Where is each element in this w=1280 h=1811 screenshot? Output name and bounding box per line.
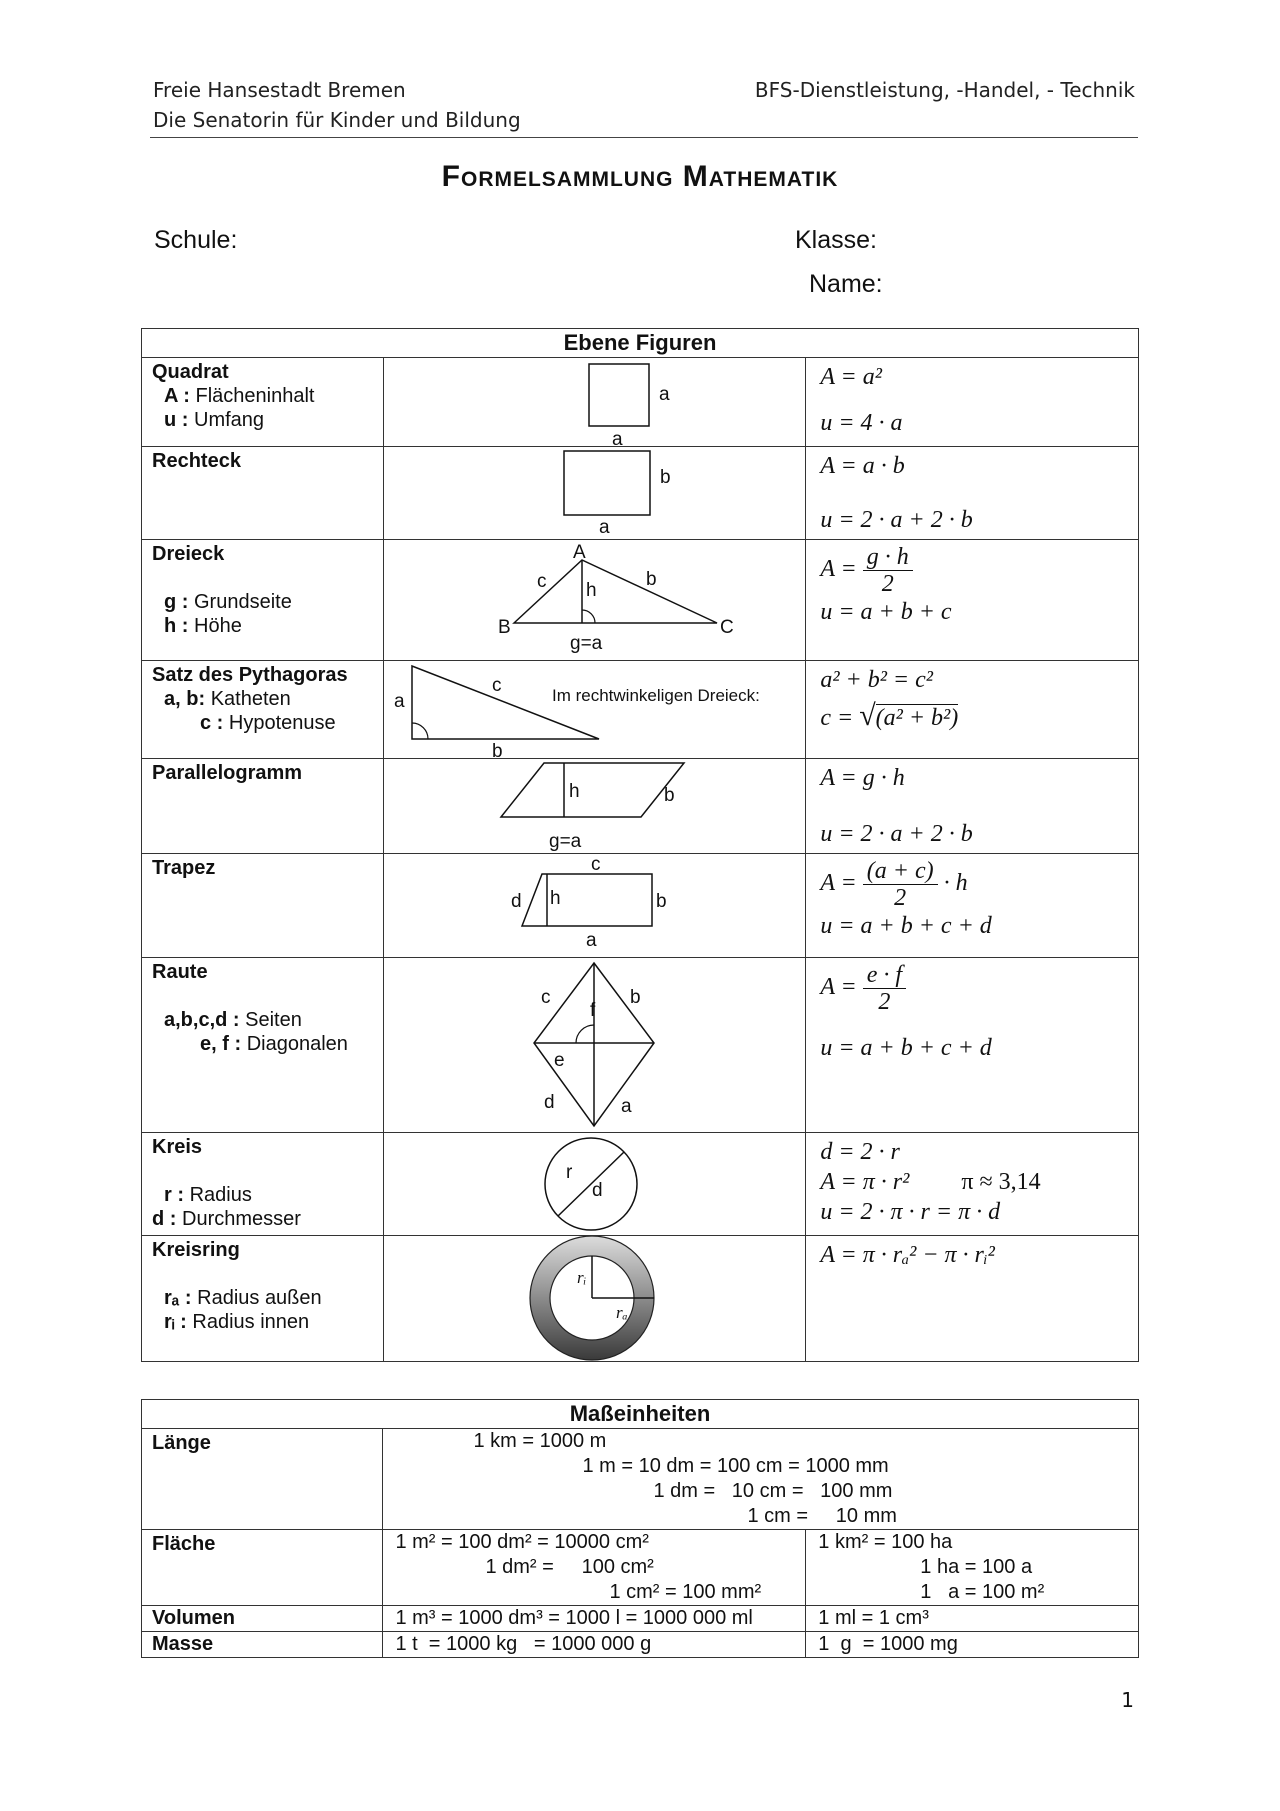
- kreisring-d2-val: Radius innen: [192, 1311, 310, 1333]
- figure-parallelogramm: [383, 759, 805, 854]
- dreieck-d2-val: Höhe: [194, 615, 242, 637]
- figure-raute: [383, 958, 805, 1133]
- dreieck-f1-fraction: [863, 544, 913, 597]
- square-shape: [589, 364, 649, 426]
- volumen-name-cell: [142, 1606, 383, 1632]
- row-trapez: [142, 854, 1139, 958]
- pythagoras-d2-val: Hypotenuse: [228, 712, 336, 734]
- quadrat-d1-key: A :: [164, 385, 190, 407]
- row-quadrat: [142, 358, 1139, 447]
- row-pythagoras: [142, 661, 1139, 759]
- dreieck-d1-key: g :: [164, 591, 189, 613]
- row-kreisring: [142, 1236, 1139, 1362]
- quadrat-d2-key: u :: [164, 409, 189, 431]
- rectangle-label-b: b: [659, 467, 671, 488]
- trapezoid-label-a: a: [585, 930, 597, 951]
- pythagoras-angle-mark: [412, 723, 428, 739]
- kreisring-f1: A = π · rₐ² − π · rᵢ²: [820, 1242, 995, 1268]
- flaeche-r3: 1 a = 100 m²: [920, 1581, 1045, 1603]
- rhombus-label-c: c: [540, 987, 551, 1008]
- parallelogram-label-g: g=a: [548, 831, 582, 852]
- dreieck-name: Dreieck: [152, 543, 225, 565]
- trapezoid-label-b: b: [655, 891, 667, 912]
- parallelogram-diagram: [384, 759, 807, 853]
- laenge-name-cell: [142, 1429, 383, 1530]
- page-number: 1: [1121, 1688, 1134, 1712]
- trapezoid-shape: [522, 874, 652, 926]
- trapezoid-label-h: h: [549, 888, 561, 909]
- dreieck-d2-key: h :: [164, 615, 189, 637]
- trapez-f2: u = a + b + c + d: [820, 913, 992, 939]
- parallelogramm-f2: u = 2 · a + 2 · b: [820, 821, 973, 847]
- masse-l1: 1 t = 1000 kg = 1000 000 g: [395, 1633, 652, 1655]
- figure-kreis: [383, 1133, 805, 1236]
- trapez-f1-den: 2: [894, 885, 907, 911]
- trapez-f1-fraction: [863, 858, 938, 911]
- formulas-rechteck: [806, 447, 1139, 540]
- header-left-line2: Die Senatorin für Kinder und Bildung: [153, 108, 521, 132]
- kreis-name: Kreis: [152, 1136, 203, 1158]
- kreisring-d2-key: rᵢ :: [164, 1311, 187, 1333]
- rhombus-label-e: e: [553, 1050, 565, 1071]
- rectangle-shape: [564, 451, 650, 515]
- row-flaeche: [142, 1530, 1139, 1606]
- flaeche-l1: 1 m² = 100 dm² = 10000 cm²: [395, 1531, 649, 1553]
- rhombus-label-f: f: [589, 1000, 596, 1021]
- parallelogramm-name: Parallelogramm: [152, 762, 303, 784]
- flaeche-r1: 1 km² = 100 ha: [818, 1531, 953, 1553]
- quadrat-f1: A = a²: [820, 364, 882, 390]
- laenge-l3: 1 dm = 10 cm = 100 mm: [653, 1480, 893, 1502]
- row-raute: [142, 958, 1139, 1133]
- annulus-diagram: [384, 1236, 807, 1362]
- label-rechteck: [142, 447, 384, 540]
- raute-d2-val: Diagonalen: [246, 1033, 348, 1055]
- raute-f1-lhs: A =: [820, 974, 857, 1001]
- kreisring-d1-val: Radius außen: [197, 1287, 322, 1309]
- field-class: Klasse:: [795, 226, 877, 254]
- kreisring-d1-key: rₐ :: [164, 1287, 192, 1309]
- figure-kreisring: [383, 1236, 805, 1362]
- figure-rechteck: [383, 447, 805, 540]
- laenge-l4: 1 cm = 10 mm: [747, 1505, 897, 1527]
- pythagoras-label-a: a: [393, 691, 405, 712]
- dreieck-f1-den: 2: [881, 571, 894, 597]
- row-rechteck: [142, 447, 1139, 540]
- label-pythagoras: [142, 661, 384, 759]
- kreis-f1: d = 2 · r: [820, 1139, 900, 1165]
- flaeche-values-left: [383, 1530, 806, 1606]
- trapezoid-label-c: c: [590, 854, 601, 875]
- rechteck-f1: A = a · b: [820, 453, 905, 479]
- pythagoras-f2-rad: (a² + b²): [875, 705, 959, 731]
- trapez-name: Trapez: [152, 857, 216, 879]
- masse-name-cell: [142, 1632, 383, 1658]
- header-right: BFS-Dienstleistung, -Handel, - Technik: [754, 78, 1135, 102]
- row-parallelogramm: [142, 759, 1139, 854]
- right-angle-mark: [582, 610, 595, 623]
- units-heading: Maßeinheiten: [142, 1400, 1139, 1429]
- triangle-diagram: [384, 540, 807, 661]
- label-quadrat: [142, 358, 384, 447]
- rectangle-diagram: [384, 447, 807, 536]
- header-left-line1: Freie Hansestadt Bremen: [153, 78, 406, 102]
- trapez-f1-num: (a + c): [863, 858, 938, 885]
- sqrt-icon: √: [859, 699, 876, 732]
- pythagoras-d2-key: c :: [200, 712, 224, 734]
- row-volumen: [142, 1606, 1139, 1632]
- raute-f1-fraction: [863, 962, 906, 1015]
- row-masse: [142, 1632, 1139, 1658]
- quadrat-name: Quadrat: [152, 361, 229, 383]
- circle-label-r: r: [565, 1162, 573, 1183]
- row-laenge: [142, 1429, 1139, 1530]
- parallelogram-shape: [501, 763, 684, 817]
- pythagoras-d1-key: a, b:: [164, 688, 206, 710]
- formulas-kreisring: [806, 1236, 1139, 1362]
- row-kreis: [142, 1133, 1139, 1236]
- volumen-l1: 1 m³ = 1000 dm³ = 1000 l = 1000 000 ml: [395, 1607, 753, 1629]
- dreieck-f1-lhs: A =: [820, 556, 857, 583]
- trapez-f1-lhs: A =: [820, 870, 857, 897]
- kreis-d1-val: Radius: [189, 1184, 252, 1206]
- dreieck-d1-val: Grundseite: [194, 591, 292, 613]
- raute-f1-num: e · f: [863, 962, 906, 989]
- laenge-name: Länge: [152, 1432, 211, 1454]
- field-name: Name:: [809, 270, 883, 298]
- header-rule: [150, 137, 1138, 138]
- pythagoras-d1-val: Katheten: [210, 688, 291, 710]
- raute-f1-den: 2: [878, 989, 891, 1015]
- annulus-label-ra: rₐ: [615, 1303, 628, 1322]
- volumen-r1: 1 ml = 1 cm³: [818, 1607, 929, 1629]
- square-diagram: [384, 358, 807, 447]
- rechteck-f2: u = 2 · a + 2 · b: [820, 507, 973, 533]
- label-kreis: [142, 1133, 384, 1236]
- masse-r1: 1 g = 1000 mg: [818, 1633, 958, 1655]
- quadrat-d2-val: Umfang: [194, 409, 265, 431]
- triangle-label-c: c: [536, 571, 547, 592]
- label-parallelogramm: [142, 759, 384, 854]
- pythagoras-label-c: c: [491, 675, 502, 696]
- pythagoras-name: Satz des Pythagoras: [152, 664, 348, 686]
- kreis-d2-key: d :: [152, 1208, 177, 1230]
- square-label-a-side: a: [658, 384, 670, 405]
- trapezoid-diagram: [384, 854, 807, 958]
- rhombus-label-a: a: [620, 1096, 632, 1117]
- kreis-f3: u = 2 · π · r = π · d: [820, 1199, 1001, 1225]
- flaeche-name-cell: [142, 1530, 383, 1606]
- raute-name: Raute: [152, 961, 208, 983]
- figures-heading: Ebene Figuren: [142, 329, 1139, 358]
- parallelogram-label-h: h: [568, 781, 580, 802]
- label-raute: [142, 958, 384, 1133]
- rhombus-diagram: [384, 958, 807, 1133]
- figure-dreieck: [383, 540, 805, 661]
- laenge-l2: 1 m = 10 dm = 100 cm = 1000 mm: [582, 1455, 889, 1477]
- formulas-dreieck: [806, 540, 1139, 661]
- formulas-pythagoras: [806, 661, 1139, 759]
- trapezoid-label-d: d: [510, 891, 522, 912]
- triangle-label-h: h: [585, 580, 597, 601]
- row-dreieck: [142, 540, 1139, 661]
- masse-name: Masse: [152, 1633, 214, 1655]
- circle-diagram: [384, 1133, 807, 1236]
- circle-label-d: d: [591, 1180, 603, 1201]
- page-title: Formelsammlung Mathematik: [441, 160, 839, 193]
- flaeche-l2: 1 dm² = 100 cm²: [485, 1556, 654, 1578]
- rhombus-label-b: b: [629, 987, 641, 1008]
- flaeche-l3: 1 cm² = 100 mm²: [609, 1581, 762, 1603]
- figure-quadrat: [383, 358, 805, 447]
- kreis-pi: π ≈ 3,14: [961, 1169, 1041, 1195]
- formulas-quadrat: [806, 358, 1139, 447]
- square-label-a-bottom: a: [611, 429, 623, 447]
- pythagoras-note: Im rechtwinkeligen Dreieck:: [551, 686, 760, 705]
- label-trapez: [142, 854, 384, 958]
- laenge-values: [383, 1429, 1139, 1530]
- field-school: Schule:: [154, 226, 238, 254]
- rectangle-label-a: a: [598, 517, 610, 536]
- triangle-label-C: C: [719, 617, 734, 638]
- quadrat-f2: u = 4 · a: [820, 410, 903, 436]
- triangle-label-b: b: [645, 569, 657, 590]
- parallelogramm-f1: A = g · h: [820, 765, 905, 791]
- flaeche-values-right: [806, 1530, 1139, 1606]
- pythagoras-f1: a² + b² = c²: [820, 667, 933, 693]
- label-kreisring: [142, 1236, 384, 1362]
- flaeche-r2: 1 ha = 100 a: [920, 1556, 1033, 1578]
- raute-d2-key: e, f :: [200, 1033, 242, 1055]
- parallelogram-label-b: b: [663, 785, 675, 806]
- figures-table: [141, 328, 1139, 1362]
- triangle-label-A: A: [572, 542, 586, 563]
- figure-trapez: [383, 854, 805, 958]
- formulas-raute: [806, 958, 1139, 1133]
- dreieck-f2: u = a + b + c: [820, 599, 952, 625]
- figure-pythagoras: [383, 661, 805, 759]
- rhombus-label-d: d: [543, 1092, 555, 1113]
- label-dreieck: [142, 540, 384, 661]
- raute-f2: u = a + b + c + d: [820, 1035, 992, 1061]
- raute-d1-val: Seiten: [245, 1009, 302, 1031]
- dreieck-f1-num: g · h: [863, 544, 913, 571]
- rhombus-angle-mark: [576, 1025, 594, 1043]
- formulas-parallelogramm: [806, 759, 1139, 854]
- annulus-label-ri: rᵢ: [576, 1268, 587, 1287]
- triangle-label-g: g=a: [569, 633, 603, 654]
- pythagoras-label-b: b: [491, 741, 503, 759]
- laenge-l1: 1 km = 1000 m: [473, 1430, 607, 1452]
- raute-d1-key: a,b,c,d :: [164, 1009, 240, 1031]
- right-triangle-diagram: [384, 661, 807, 759]
- triangle-label-B: B: [497, 617, 511, 638]
- formulas-trapez: [806, 854, 1139, 958]
- kreis-d2-val: Durchmesser: [182, 1208, 301, 1230]
- formulas-kreis: [806, 1133, 1139, 1236]
- flaeche-name: Fläche: [152, 1533, 216, 1555]
- pythagoras-f2-lhs: c =: [820, 705, 854, 731]
- kreis-d1-key: r :: [164, 1184, 184, 1206]
- trapez-f1-rhs: · h: [943, 870, 968, 897]
- kreisring-name: Kreisring: [152, 1239, 240, 1261]
- kreis-f2: A = π · r²: [820, 1169, 910, 1195]
- quadrat-d1-val: Flächeninhalt: [195, 385, 315, 407]
- rechteck-name: Rechteck: [152, 450, 241, 472]
- units-table: [141, 1399, 1139, 1658]
- volumen-name: Volumen: [152, 1607, 235, 1629]
